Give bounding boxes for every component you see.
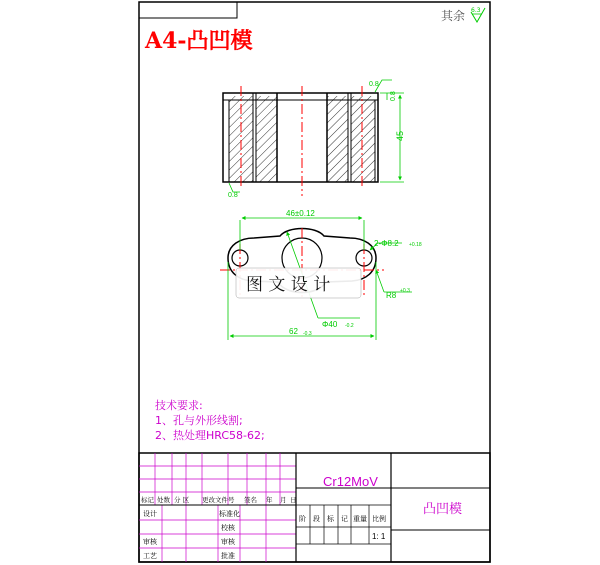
hdr-mark: 标记 (141, 496, 154, 504)
dim-radius-tol: +0.3 (400, 288, 410, 294)
scale-label: 比例 (372, 515, 386, 523)
stage-1: 阶 (299, 515, 306, 523)
weight-label: 重量 (353, 515, 367, 523)
hdr-doc: 更改文件号 (202, 496, 235, 504)
dim-holes-tol: +0.18 (409, 242, 422, 248)
hdr-month: 月 (280, 496, 287, 504)
dim-top-left: 0.8 (369, 81, 379, 88)
label-standardize: 标准化 (219, 510, 240, 518)
dim-height: 45 (395, 130, 405, 141)
scale-value: 1: 1 (372, 532, 386, 541)
dim-holes: 2-Φ8.2 (374, 239, 399, 248)
hdr-day: 日 (290, 496, 297, 504)
notes-line-2: 2、热处理HRC58-62; (155, 429, 265, 442)
dim-center-distance: 46±0.12 (286, 209, 315, 218)
stage-4: 记 (341, 515, 348, 523)
hdr-year: 年 (266, 496, 273, 504)
label-process: 工艺 (143, 552, 157, 560)
dim-center-dia-tol: -0.2 (345, 323, 354, 329)
label-approve: 批准 (221, 552, 235, 560)
drawing-title: A4-凸凹模 (145, 28, 253, 54)
hdr-zone: 分 区 (174, 496, 190, 504)
stage-3: 标 (327, 515, 334, 523)
hdr-count: 处数 (157, 496, 170, 504)
label-design: 设计 (143, 510, 157, 518)
hdr-sign: 签名 (244, 496, 257, 504)
notes-heading: 技术要求: (155, 399, 203, 412)
technical-notes (155, 398, 265, 442)
stage-2: 段 (313, 515, 320, 523)
label-approve-review: 审核 (221, 538, 235, 546)
dim-bottom: 0.8 (228, 192, 238, 199)
dim-length-tol: -0.3 (303, 331, 312, 337)
notes-line-1: 1、孔与外形线割; (155, 414, 243, 427)
dim-top-right: 0.8 (390, 91, 397, 101)
label-review: 审核 (143, 538, 157, 546)
watermark-text: 图 文 设 计 (246, 275, 331, 295)
material: Cr12MoV (323, 474, 378, 489)
dim-center-dia: Φ40 (322, 320, 338, 329)
label-proofread: 校核 (221, 524, 235, 532)
corner-box (139, 2, 237, 18)
dim-radius: R8 (386, 291, 397, 300)
dim-length: 62 (289, 327, 298, 336)
part-name: 凸凹模 (423, 502, 463, 517)
title-block (139, 453, 490, 562)
roughness-note: 其余 (441, 9, 466, 23)
roughness-value: 6.3 (471, 7, 481, 14)
watermark (236, 268, 361, 298)
section-view (223, 80, 405, 199)
